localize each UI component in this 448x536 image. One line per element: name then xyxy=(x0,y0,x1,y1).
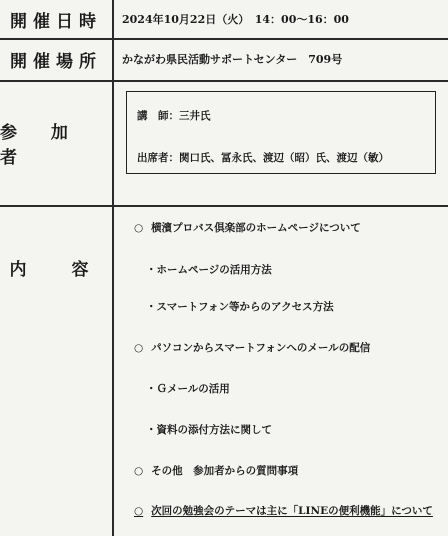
agenda-subitem xyxy=(146,262,272,277)
present-line: 出席者：関口氏、冨永氏、渡辺（昭）氏、渡辺（敏） xyxy=(137,152,389,164)
content-label: 内 容 xyxy=(9,259,103,280)
circle-bullet-icon: ○ xyxy=(134,465,144,477)
agenda-item-text: 次回の勉強会のテーマは主に「LINEの便利機能」について xyxy=(151,505,433,517)
venue-value: かながわ県民活動サポートセンター 709号 xyxy=(122,53,343,66)
agenda-subitem xyxy=(146,299,334,314)
datetime-label: 開催日時 xyxy=(10,11,102,32)
agenda-subitem xyxy=(146,381,230,396)
agenda-item xyxy=(134,220,361,235)
agenda-subitem xyxy=(146,422,272,437)
datetime-value: 2024年10月22日（火） 14：00〜16：00 xyxy=(122,13,349,26)
agenda-item xyxy=(134,340,370,355)
agenda-item-text: ・Ｇメールの活用 xyxy=(146,383,230,395)
agenda-item-text: ・資料の添付方法に関して xyxy=(146,424,272,436)
agenda-item-next-theme xyxy=(134,503,433,518)
lecturer-line: 講 師：三井氏 xyxy=(137,110,211,122)
agenda-item-text: その他 参加者からの質問事項 xyxy=(151,465,299,477)
agenda-item-text: パソコンからスマートフォンへのメールの配信 xyxy=(151,342,371,354)
agenda-item-text: ・ホームページの活用方法 xyxy=(146,264,272,276)
circle-bullet-icon: ○ xyxy=(134,505,144,517)
attendees-box xyxy=(126,91,436,174)
agenda-item xyxy=(134,463,298,478)
agenda-item-text: 横濱プロバス倶楽部のホームページについて xyxy=(151,222,361,234)
attendees-label: 参 加 者 xyxy=(0,122,82,168)
venue-label: 開催場所 xyxy=(10,51,102,72)
circle-bullet-icon: ○ xyxy=(134,222,144,234)
agenda-item-text: ・スマートフォン等からのアクセス方法 xyxy=(146,301,334,313)
circle-bullet-icon: ○ xyxy=(134,342,144,354)
